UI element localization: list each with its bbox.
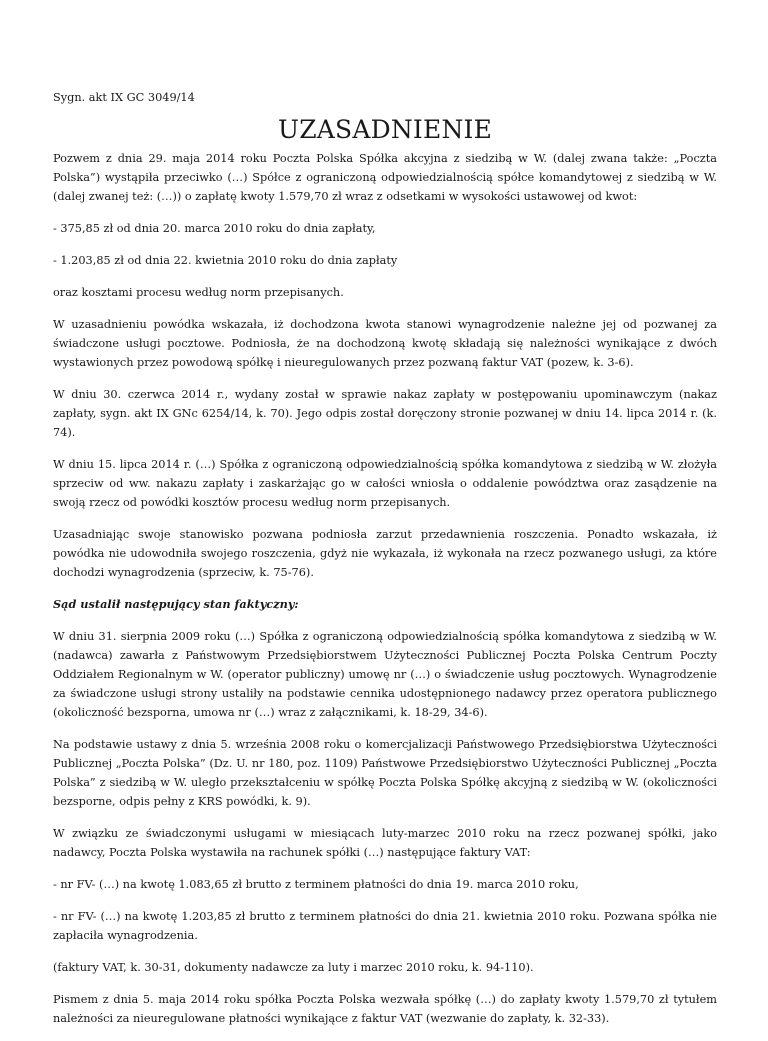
case-signature: Sygn. akt IX GC 3049/14 <box>53 91 195 104</box>
paragraph-objection: W dniu 15. lipca 2014 r. (…) Spółka z ograniczoną odpowiedzialnością spółka komandytowa z siedzibą w W. złożyła sprzeciw od ww. nakazu zapłaty i zaskarżając go w całości wniosła o oddalenie powództwa oraz zasądzenie na swoją rzecz od powódki kosztów procesu według norm przepisanych. <box>53 458 717 509</box>
document-page <box>53 88 717 1041</box>
paragraph-demand-letter: Pismem z dnia 5. maja 2014 roku spółka Poczta Polska wezwała spółkę (…) do zapłaty kwoty 1.579,70 zł tytułem należności za nieuregulowane płatności wynikające z faktur VAT (wezwanie do zapłaty, k. 32-33). <box>53 993 717 1025</box>
paragraph-defendant-position: Uzasadniając swoje stanowisko pozwana podniosła zarzut przedawnienia roszczenia. Ponadto wskazała, iż powódka nie udowodniła swojego roszczenia, gdyż nie wykazała, iż wykonała na rzecz pozwanego usługi, za które dochodzi wynagrodzenia (sprzeciw, k. 75-76). <box>53 528 717 579</box>
paragraph-evidence: (faktury VAT, k. 30-31, dokumenty nadawcze za luty i marzec 2010 roku, k. 94-110). <box>53 961 534 974</box>
paragraph-payment-order: W dniu 30. czerwca 2014 r., wydany został w sprawie nakaz zapłaty w postępowaniu upominawczym (nakaz zapłaty, sygn. akt IX GNc 6254/14, k. 70). Jego odpis został doręczony stronie pozwanej w dniu 14. lipca 2014 r. (k. 74). <box>53 388 717 439</box>
section-heading-facts: Sąd ustalił następujący stan faktyczny: <box>53 597 299 611</box>
paragraph-contract: W dniu 31. sierpnia 2009 roku (…) Spółka z ograniczoną odpowiedzialnością spółka komandytowa z siedzibą w W. (nadawca) zawarła z Państwowym Przedsiębiorstwem Użyteczności Publicznej Poczta Polska Centrum Poczty Oddziałem Regionalnym w W. (operator publiczny) umowę nr (…) o świadczenie usług pocztowych. Wynagrodzenie za świadczone usługi strony ustaliły na podstawie cennika udostępnionego nadawcy przez operatora publicznego (okoliczność bezsporna, umowa nr (…) wraz z załącznikami, k. 18-29, 34-6). <box>53 630 717 719</box>
paragraph-amount-2: - 1.203,85 zł od dnia 22. kwietnia 2010 roku do dnia zapłaty <box>53 254 398 267</box>
paragraph-justification: W uzasadnieniu powódka wskazała, iż dochodzona kwota stanowi wynagrodzenie należne jej od pozwanej za świadczone usługi pocztowe. Podniosła, że na dochodzoną kwotę składają się należności wynikające z dwóch wystawionych przez powodową spółkę i nieuregulowanych przez pozwaną faktur VAT (pozew, k. 3-6). <box>53 318 717 369</box>
paragraph-invoices-intro: W związku ze świadczonymi usługami w miesiącach luty-marzec 2010 roku na rzecz pozwanej spółki, jako nadawcy, Poczta Polska wystawiła na rachunek spółki (…) następujące faktury VAT: <box>53 827 717 859</box>
document-title: UZASADNIENIE <box>277 115 493 144</box>
paragraph-invoice-1: - nr FV- (…) na kwotę 1.083,65 zł brutto z terminem płatności do dnia 19. marca 2010 roku, <box>53 878 579 891</box>
paragraph-lawsuit: Pozwem z dnia 29. maja 2014 roku Poczta Polska Spółka akcyjna z siedzibą w W. (dalej zwana także: „Poczta Polska”) wystąpiła przeciwko (…) Spółce z ograniczoną odpowiedzialnością spółce komandytowej z siedzibą w W. (dalej zwanej też: (…)) o zapłatę kwoty 1.579,70 zł wraz z odsetkami w wysokości ustawowej od kwot: <box>53 152 717 203</box>
paragraph-amount-1: - 375,85 zł od dnia 20. marca 2010 roku do dnia zapłaty, <box>53 222 376 235</box>
paragraph-commercialization: Na podstawie ustawy z dnia 5. września 2008 roku o komercjalizacji Państwowego Przedsiębiorstwa Użyteczności Publicznej „Poczta Polska” (Dz. U. nr 180, poz. 1109) Państwowe Przedsiębiorstwo Użyteczności Publicznej „Poczta Polska” z siedzibą w W. uległo przekształceniu w spółkę Poczta Polska Spółkę akcyjną z siedzibą w W. (okoliczności bezsporne, odpis pełny z KRS powódki, k. 9). <box>53 738 717 808</box>
paragraph-invoice-2: - nr FV- (…) na kwotę 1.203,85 zł brutto z terminem płatności do dnia 21. kwietnia 2010 roku. Pozwana spółka nie zapłaciła wynagrodzenia. <box>53 910 717 942</box>
paragraph-costs: oraz kosztami procesu według norm przepisanych. <box>53 286 344 299</box>
